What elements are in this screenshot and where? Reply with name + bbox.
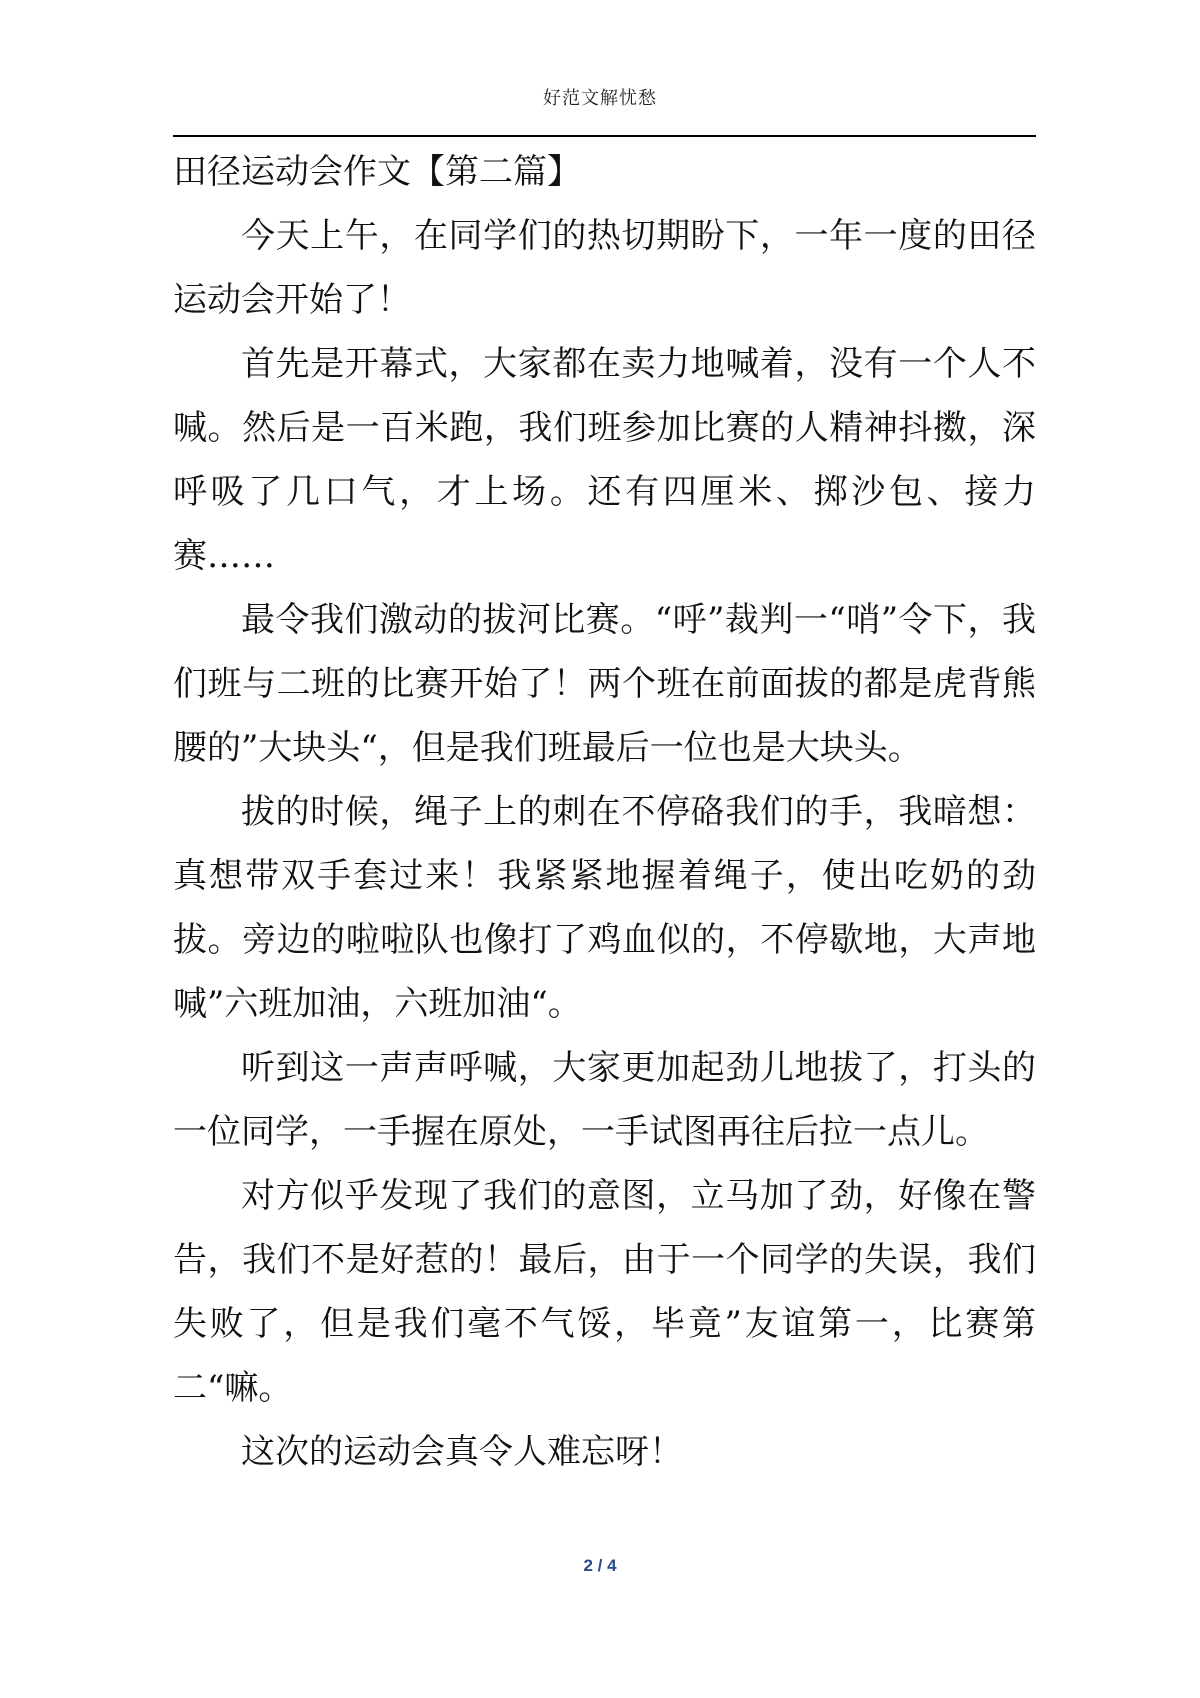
page-number: 2 / 4 [583, 1556, 617, 1575]
paragraph: 拔的时候，绳子上的刺在不停硌我们的手，我暗想：真想带双手套过来！我紧紧地握着绳子，使出吃奶的劲拔。旁边的啦啦队也像打了鸡血似的，不停歇地，大声地喊”六班加油，六班加油“。 [173, 792, 1036, 1024]
paragraph: 听到这一声声呼喊，大家更加起劲儿地拔了，打头的一位同学，一手握在原处，一手试图再往后拉一点儿。 [173, 1048, 1036, 1152]
paragraph: 首先是开幕式，大家都在卖力地喊着，没有一个人不喊。然后是一百米跑，我们班参加比赛的人精神抖擞，深呼吸了几口气，才上场。还有四厘米、掷沙包、接力赛…… [173, 344, 1036, 576]
paragraph: 对方似乎发现了我们的意图，立马加了劲，好像在警告，我们不是好惹的！最后，由于一个同学的失误，我们失败了，但是我们毫不气馁，毕竟”友谊第一，比赛第二“嘛。 [173, 1176, 1036, 1408]
page-header: 好范文解忧愁 [543, 88, 657, 109]
paragraph: 这次的运动会真令人难忘呀！ [241, 1432, 683, 1472]
paragraph: 今天上午，在同学们的热切期盼下，一年一度的田径运动会开始了！ [173, 216, 1036, 320]
document-body [173, 140, 1036, 1484]
paragraph: 最令我们激动的拔河比赛。“呼”裁判一“哨”令下，我们班与二班的比赛开始了！两个班在前面拔的都是虎背熊腰的”大块头“，但是我们班最后一位也是大块头。 [173, 600, 1036, 768]
document-title: 田径运动会作文【第二篇】 [173, 152, 581, 192]
header-divider [173, 135, 1036, 137]
